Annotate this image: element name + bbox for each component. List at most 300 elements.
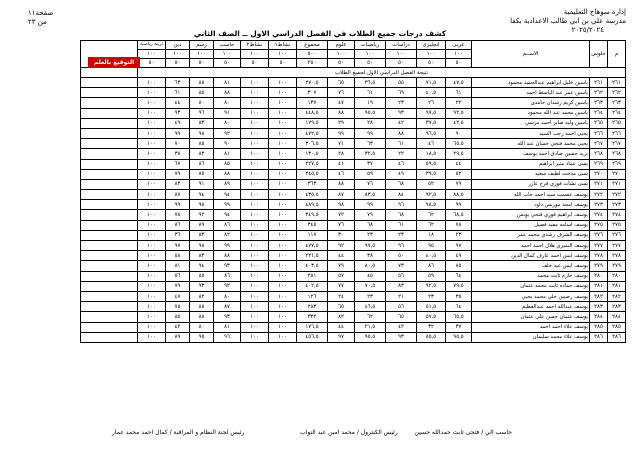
table-row (81, 271, 626, 281)
cell-religion: ٨٧ (166, 190, 190, 200)
cell-m: ٢٧٥ (608, 220, 626, 230)
cell-act1: ١٠٠ (269, 241, 297, 251)
cell-math: ٦٨ (355, 220, 386, 230)
cell-signature (81, 281, 138, 291)
cell-science: ٧٧ (328, 281, 355, 291)
cell-sport: ١٠٠ (138, 241, 166, 251)
cell-arabic: ٢٩,٥ (446, 149, 472, 159)
cell-act1: ١٠٠ (269, 312, 297, 322)
cell-science: ٩٨ (328, 200, 355, 210)
cell-name: يوسف حماده ثابت محمد عثمان (472, 281, 590, 291)
cell-studies: ٩٦ (386, 241, 417, 251)
cell-math: ٩٩ (355, 200, 386, 210)
cell-computer: ٨١ (214, 149, 241, 159)
cell-total: ١٧٩,٥ (297, 118, 328, 128)
cell-english: ٣٩,٥ (417, 169, 446, 179)
signature-label: التوقيع بالعلم (88, 57, 140, 68)
table-row (81, 302, 626, 312)
cell-religion: ٦١ (166, 88, 190, 98)
cell-english: ٩٥ (417, 241, 446, 251)
col-science: علوم (328, 41, 355, 50)
cell-act2: ١٠٠ (241, 149, 269, 159)
cell-act1: ١٠٠ (269, 200, 297, 210)
table-row (81, 281, 626, 291)
max-drawing: ١٠٠ (190, 50, 214, 59)
cell-religion: ٤٧ (166, 291, 190, 301)
cell-math: ٨٣,٥ (355, 190, 386, 200)
max-studies: ١٠٠ (386, 50, 417, 59)
cell-studies: ٩٦ (386, 200, 417, 210)
cell-religion: ٤٩ (166, 118, 190, 128)
cell-studies: ٤٩ (386, 169, 417, 179)
cell-science: ٧١ (328, 139, 355, 149)
cell-m: ٢٦٧ (608, 139, 626, 149)
cell-math: ٣٢,٥ (355, 149, 386, 159)
cell-act2: ١٠٠ (241, 271, 269, 281)
cell-m: ٢٨٥ (608, 322, 626, 332)
cell-sport: ١٠٠ (138, 88, 166, 98)
cell-math: ٢٣ (355, 230, 386, 240)
min-studies: ٥٠ (386, 59, 417, 68)
max-act1: ١٠٠ (269, 50, 297, 59)
cell-m: ٢٧٧ (608, 241, 626, 251)
cell-name: يوسف ايمن احمد عارف كمال الدين (472, 251, 590, 261)
cell-signature (81, 291, 138, 301)
page-of: من ٢٣ (28, 18, 47, 26)
cell-english: ٥٧,٥ (417, 312, 446, 322)
cell-computer: ٨٦ (214, 220, 241, 230)
cell-english: ٨٥,٥ (417, 332, 446, 342)
cell-act2: ١٠٠ (241, 291, 269, 301)
cell-total: ١٧٦,٥ (297, 322, 328, 332)
cell-act1: ١٠٠ (269, 210, 297, 220)
cell-name: يحيى احمد رجب السيد (472, 128, 590, 138)
cell-act1: ١٠٠ (269, 98, 297, 108)
cell-act2: ١٠٠ (241, 302, 269, 312)
cell-act2: ١٠٠ (241, 312, 269, 322)
cell-seat: ٢٧٦ (590, 230, 608, 240)
cell-arabic: ٩٧ (446, 241, 472, 251)
cell-total: ٤٣٥,٥ (297, 190, 328, 200)
cell-drawing: ٩١ (190, 179, 214, 189)
cell-religion: ٧٥ (166, 302, 190, 312)
cell-arabic: ٤٧,٥ (446, 78, 472, 88)
cell-science: ٥٧ (328, 271, 355, 281)
table-row (81, 230, 626, 240)
cell-computer: ٨٩ (214, 179, 241, 189)
cell-total: ١٢٦ (297, 291, 328, 301)
cell-studies: ٩٣ (386, 108, 417, 118)
cell-act2: ١٠٠ (241, 159, 269, 169)
cell-studies: ٩٣ (386, 332, 417, 342)
cell-science: ٩٢ (328, 241, 355, 251)
cell-sport: ١٠٠ (138, 159, 166, 169)
cell-science: ٢٨ (328, 149, 355, 159)
cell-total: ٢٢٧,٥ (297, 159, 328, 169)
cell-m: ٢٨٣ (608, 302, 626, 312)
cell-studies: ٦١ (386, 139, 417, 149)
cell-act2: ١٠٠ (241, 230, 269, 240)
cell-m: ٢٦٢ (608, 88, 626, 98)
cell-religion: ٨١ (166, 261, 190, 271)
col-total: مجموع (297, 41, 328, 50)
cell-religion: ٧٠ (166, 139, 190, 149)
cell-computer: ٨٨ (214, 251, 241, 261)
col-religion: دين (166, 41, 190, 50)
cell-name: يسى عماد منير ابراهيم (472, 159, 590, 169)
cell-drawing: ٨٣ (190, 251, 214, 261)
footer-committee: رئيس لجنة النظام و المراقبة / كمال احمد محمد عمار (112, 429, 245, 436)
cell-signature (81, 118, 138, 128)
cell-m: ٢٧٤ (608, 210, 626, 220)
cell-act2: ١٠٠ (241, 78, 269, 88)
cell-computer: ٨٦ (214, 271, 241, 281)
table-row (81, 88, 626, 98)
cell-religion: ٧٩ (166, 169, 190, 179)
cell-signature (81, 322, 138, 332)
cell-studies: ٦٩ (386, 88, 417, 98)
cell-act1: ١٠٠ (269, 291, 297, 301)
col-drawing: رسم (190, 41, 214, 50)
cell-drawing: ٩٢ (190, 210, 214, 220)
cell-signature (81, 159, 138, 169)
cell-m: ٢٨٤ (608, 312, 626, 322)
cell-arabic: ٩٥,٥ (446, 332, 472, 342)
table-row (81, 98, 626, 108)
section-signature-cell (81, 68, 138, 78)
cell-arabic: ٦١ (446, 88, 472, 98)
grades-table (80, 40, 626, 343)
cell-english: ٤٦ (417, 139, 446, 149)
cell-science: ٢٩ (328, 118, 355, 128)
cell-computer: ٨١ (214, 322, 241, 332)
cell-act1: ١٠٠ (269, 251, 297, 261)
cell-sport: ١٠٠ (138, 128, 166, 138)
table-row (81, 159, 626, 169)
cell-math: ٤٥ (355, 271, 386, 281)
cell-drawing: ٩٤ (190, 261, 214, 271)
cell-name: يسى مدحت لطيف سعيد (472, 169, 590, 179)
cell-religion: ٨٩ (166, 332, 190, 342)
cell-english: ٦٢ (417, 220, 446, 230)
cell-science: ٤٦ (328, 169, 355, 179)
cell-seat: ٢٦٥ (590, 118, 608, 128)
cell-science: ٦٥ (328, 78, 355, 88)
cell-studies: ٤٢ (386, 118, 417, 128)
cell-m: ٢٦٦ (608, 128, 626, 138)
cell-religion: ٥٨ (166, 251, 190, 261)
cell-religion: ٨٥ (166, 312, 190, 322)
min-total: ٢٥٠ (297, 59, 328, 68)
footer-computer: حاسب الي / فتحى ثابت حمدالله حسين (414, 429, 512, 436)
cell-english: ٩٧,٥ (417, 108, 446, 118)
cell-computer: ٩٦ (214, 332, 241, 342)
cell-act1: ١٠٠ (269, 78, 297, 88)
cell-studies: ٦٨ (386, 179, 417, 189)
cell-name: يوسف ابراهيم فوزي فتحي يونس (472, 210, 590, 220)
min-religion: ٥٠ (166, 59, 190, 68)
cell-computer: ٨٥ (214, 159, 241, 169)
cell-science: ٤٤ (328, 322, 355, 332)
cell-math: ٥٩ (355, 169, 386, 179)
cell-drawing: ٨٩ (190, 220, 214, 230)
cell-act2: ١٠٠ (241, 322, 269, 332)
cell-math: ٢٣ (355, 291, 386, 301)
cell-act2: ١٠٠ (241, 241, 269, 251)
cell-signature (81, 78, 138, 88)
cell-math: ٦١ (355, 88, 386, 98)
cell-english: ٥٩,٥ (417, 159, 446, 169)
cell-studies: ٤٢ (386, 322, 417, 332)
cell-computer: ٩٢ (214, 281, 241, 291)
cell-computer: ٨٠ (214, 98, 241, 108)
cell-math: ٩٥,٥ (355, 332, 386, 342)
cell-arabic: ٤٢,٥ (446, 118, 472, 128)
cell-seat: ٢٧٢ (590, 190, 608, 200)
min-sport: ٥٠ (138, 59, 166, 68)
cell-religion: ٩٩ (166, 200, 190, 210)
cell-signature (81, 88, 138, 98)
cell-religion: ٩٣ (166, 108, 190, 118)
cell-sport: ١٠٠ (138, 118, 166, 128)
cell-religion: ٦٣ (166, 78, 190, 88)
col-m: م (608, 41, 626, 68)
cell-total: ٤٧٧,٥ (297, 241, 328, 251)
col-seat: جلوس (590, 41, 608, 68)
cell-act1: ١٠٠ (269, 302, 297, 312)
cell-english: ١٨,٥ (417, 149, 446, 159)
cell-signature (81, 210, 138, 220)
cell-signature (81, 169, 138, 179)
cell-arabic: ٨٨,٥ (446, 190, 472, 200)
cell-english: ٢٣ (417, 291, 446, 301)
cell-sport: ١٠٠ (138, 108, 166, 118)
cell-seat: ٢٨٠ (590, 271, 608, 281)
cell-act1: ١٠٠ (269, 108, 297, 118)
table-row (81, 149, 626, 159)
cell-religion: ٩٧ (166, 241, 190, 251)
cell-computer: ٨١ (214, 78, 241, 88)
cell-seat: ٢٧٧ (590, 241, 608, 251)
cell-total: ١٣٧ (297, 98, 328, 108)
cell-signature (81, 190, 138, 200)
cell-act2: ١٠٠ (241, 251, 269, 261)
max-sport: ١٠٠ (138, 50, 166, 59)
table-row (81, 261, 626, 271)
cell-m: ٢٧٢ (608, 190, 626, 200)
cell-sport: ١٠٠ (138, 251, 166, 261)
cell-computer: ٩١ (214, 108, 241, 118)
cell-sport: ١٠٠ (138, 261, 166, 271)
cell-seat: ٢٧٤ (590, 210, 608, 220)
cell-act1: ١٠٠ (269, 190, 297, 200)
cell-drawing: ٩٥ (190, 332, 214, 342)
cell-studies: ٥٥ (386, 78, 417, 88)
cell-seat: ٢٨٣ (590, 302, 608, 312)
cell-arabic: ٧٩ (446, 179, 472, 189)
cell-computer: ٨٨ (214, 169, 241, 179)
cell-signature (81, 302, 138, 312)
cell-english: ٨٦ (417, 261, 446, 271)
cell-total: ٣٦٣ (297, 179, 328, 189)
cell-act2: ١٠٠ (241, 220, 269, 230)
cell-religion: ٣٦ (166, 230, 190, 240)
cell-math: ٩٥,٥ (355, 108, 386, 118)
cell-arabic: ٩٢,٥ (446, 108, 472, 118)
cell-computer: ٩٣ (214, 261, 241, 271)
cell-english: ٩٢,٥ (417, 190, 446, 200)
cell-english: ٦٢ (417, 210, 446, 220)
cell-drawing: ٨٢ (190, 291, 214, 301)
cell-math: ٩٧,٥ (355, 241, 386, 251)
cell-m: ٢٧٨ (608, 251, 626, 261)
cell-english: ٩٦,٥ (417, 128, 446, 138)
cell-drawing: ٩٨ (190, 200, 214, 210)
col-computer: حاسب (214, 41, 241, 50)
cell-act2: ١٠٠ (241, 88, 269, 98)
cell-religion: ٥٦ (166, 271, 190, 281)
cell-arabic: ٩٠ (446, 128, 472, 138)
cell-science: ٢٤ (328, 291, 355, 301)
cell-signature (81, 98, 138, 108)
cell-total: ٢٨٣ (297, 302, 328, 312)
cell-signature (81, 179, 138, 189)
cell-arabic: ٦٤ (446, 271, 472, 281)
cell-studies: ٦٥ (386, 312, 417, 322)
cell-total: ٢٧٠,٥ (297, 78, 328, 88)
cell-drawing: ٨٠ (190, 98, 214, 108)
cell-drawing: ٨٦ (190, 159, 214, 169)
cell-computer: ٩٤ (214, 210, 241, 220)
cell-total: ١٣٠,٥ (297, 149, 328, 159)
cell-studies: ٥٦ (386, 302, 417, 312)
cell-studies: ٢٣ (386, 98, 417, 108)
table-row (81, 200, 626, 210)
cell-name: ياسين خليل ابراهيم عبدالحميد محمود (472, 78, 590, 88)
cell-english: ١٨ (417, 230, 446, 240)
cell-religion: ٣٨ (166, 149, 190, 159)
cell-signature (81, 108, 138, 118)
cell-m: ٢٦٣ (608, 98, 626, 108)
cell-signature (81, 149, 138, 159)
min-act1: ٥٠ (269, 59, 297, 68)
min-arabic: ٥٠ (446, 59, 472, 68)
cell-signature (81, 139, 138, 149)
cell-signature (81, 128, 138, 138)
cell-arabic: ٦٤ (446, 302, 472, 312)
cell-english: ٥٢ (417, 179, 446, 189)
min-science: ٥٠ (328, 59, 355, 68)
cell-math: ٣٧ (355, 159, 386, 169)
cell-english: ٥٩ (417, 271, 446, 281)
cell-arabic: ٦٥,٥ (446, 139, 472, 149)
cell-name: يوسف عثمان حسن علي عثمان (472, 312, 590, 322)
cell-m: ٢٧٦ (608, 230, 626, 240)
cell-seat: ٢٧٩ (590, 261, 608, 271)
col-act2: نشاط٢ (241, 41, 269, 50)
cell-act2: ١٠٠ (241, 108, 269, 118)
cell-drawing: ٨٣ (190, 230, 214, 240)
cell-act1: ١٠٠ (269, 281, 297, 291)
cell-english: ٢٦ (417, 98, 446, 108)
max-total: ٥٠٠ (297, 50, 328, 59)
cell-act2: ١٠٠ (241, 190, 269, 200)
cell-english: ٧١,٥ (417, 78, 446, 88)
cell-computer: ٨٢ (214, 230, 241, 240)
cell-m: ٢٨١ (608, 281, 626, 291)
cell-studies: ٥٦ (386, 271, 417, 281)
cell-studies: ٧٣ (386, 261, 417, 271)
cell-religion: ٨٦ (166, 220, 190, 230)
cell-drawing: ٨٥ (190, 78, 214, 88)
table-row (81, 241, 626, 251)
cell-studies: ٥٠ (386, 251, 417, 261)
cell-seat: ٢٦٦ (590, 128, 608, 138)
cell-seat: ٢٧٥ (590, 220, 608, 230)
page-number (28, 9, 53, 27)
cell-seat: ٢٦٩ (590, 159, 608, 169)
cell-name: يوسف علاء احمد احمد (472, 322, 590, 332)
max-computer: ١٠٠ (214, 50, 241, 59)
cell-name: يوسف اسامه مفيد فضيل (472, 220, 590, 230)
cell-signature (81, 251, 138, 261)
cell-drawing: ٨٣ (190, 149, 214, 159)
cell-seat: ٢٦٣ (590, 98, 608, 108)
cell-english: ٩٨,٥ (417, 200, 446, 210)
table-row (81, 220, 626, 230)
cell-computer: ٩٣ (214, 312, 241, 322)
cell-seat: ٢٦٨ (590, 149, 608, 159)
cell-m: ٢٦٤ (608, 108, 626, 118)
table-row (81, 190, 626, 200)
cell-sport: ١٠٠ (138, 179, 166, 189)
table-row (81, 251, 626, 261)
min-drawing: ٥٠ (190, 59, 214, 68)
cell-sport: ١٠٠ (138, 322, 166, 332)
cell-math: ٧٠,٥ (355, 281, 386, 291)
table-row (81, 139, 626, 149)
cell-drawing: ٩٦ (190, 108, 214, 118)
cell-name: يوسف عبدالله احمد عبدالعظيم (472, 302, 590, 312)
cell-sport: ١٠٠ (138, 98, 166, 108)
cell-sport: ١٠٠ (138, 78, 166, 88)
cell-sport: ١٠٠ (138, 149, 166, 159)
cell-total: ٣٤٥ (297, 220, 328, 230)
cell-act1: ١٠٠ (269, 169, 297, 179)
cell-arabic: ٣٧ (446, 322, 472, 332)
col-name: الاســم (472, 41, 590, 68)
cell-science: ٧٩ (328, 261, 355, 271)
cell-religion: ٧٨ (166, 210, 190, 220)
cell-seat: ٢٧٣ (590, 200, 608, 210)
cell-arabic: ٨٥ (446, 261, 472, 271)
table-row (81, 291, 626, 301)
cell-signature (81, 230, 138, 240)
cell-arabic: ٩٩ (446, 200, 472, 210)
cell-seat: ٢٨١ (590, 281, 608, 291)
cell-total: ٤٠٢,٥ (297, 281, 328, 291)
cell-m: ٢٦٥ (608, 118, 626, 128)
cell-drawing: ٨٥ (190, 169, 214, 179)
cell-drawing: ٩٤ (190, 190, 214, 200)
cell-act1: ١٠٠ (269, 261, 297, 271)
cell-religion: ٤٢ (166, 322, 190, 332)
academic-year: ٢٠٢٥/٢٠٢٤ (571, 26, 604, 34)
cell-math: ٣٨ (355, 251, 386, 261)
cell-studies: ٦٨ (386, 210, 417, 220)
cell-english: ٩٢,٥ (417, 281, 446, 291)
cell-math: ٧٩ (355, 210, 386, 220)
